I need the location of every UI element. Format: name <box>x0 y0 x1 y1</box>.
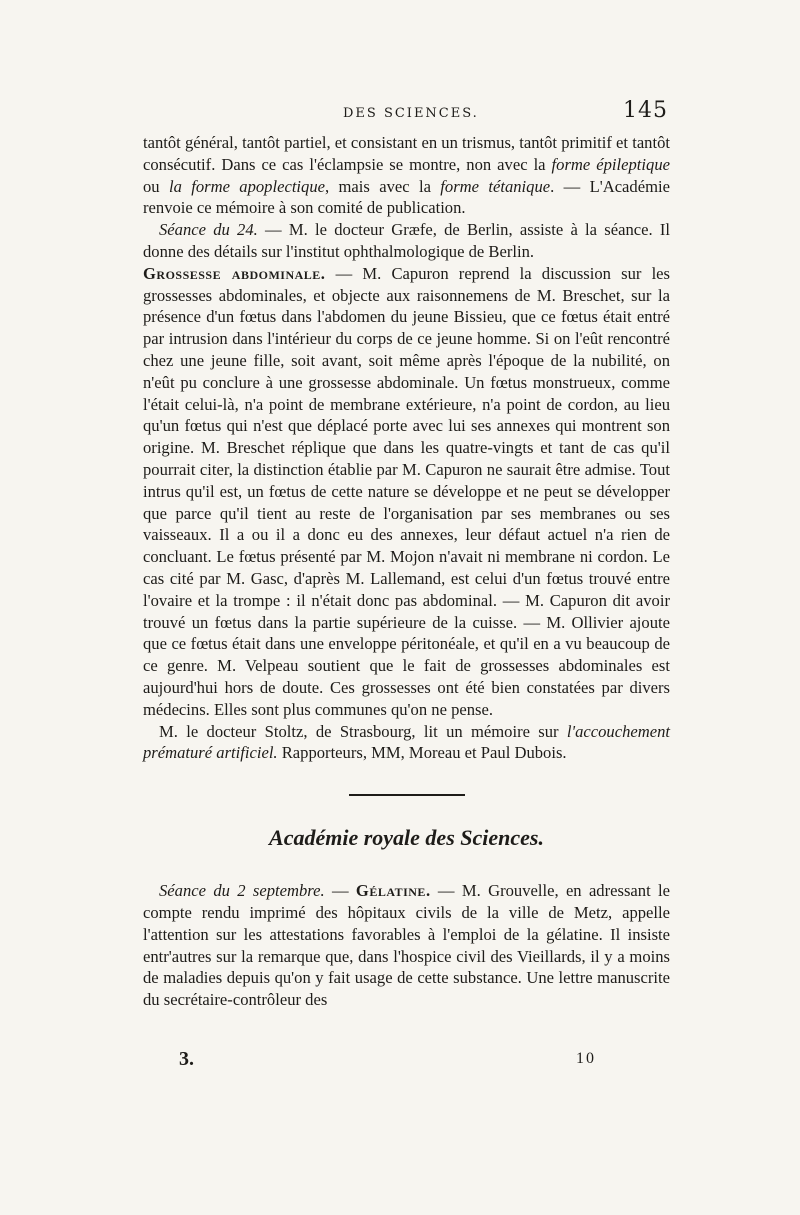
page-number: 145 <box>623 98 668 123</box>
sheet-number: 10 <box>576 1050 596 1067</box>
paragraph-seance-24: Séance du 24. — M. le docteur Græfe, de Berlin, assiste à la séance. Il donne des détails sur l'institut ophthalmologique de Berlin. <box>143 220 671 261</box>
paragraph-gelatine: Séance du 2 septembre. — Gélatine. — M. Grouvelle, en adressant le compte rendu imprimé des hôpitaux civils de la ville de Metz, appelle l'attention sur les attestations favorables à l'emploi de la gélatine. Il insiste entr'autres sur la remarque que, dans l'hospice civil des Vieillards, il y a moins de maladies depuis qu'on y fait usage de cette substance. Une lettre manuscrite du secrétaire-contrôleur des <box>143 881 671 1010</box>
page-body <box>143 132 670 1011</box>
running-head: DES SCIENCES. <box>343 106 479 121</box>
paragraph-stoltz: M. le docteur Stoltz, de Strasbourg, lit un mémoire sur l'accouchement prématuré artificiel. Rapporteurs, MM, Moreau et Paul Dubois. <box>143 721 670 763</box>
paragraph-eclampsie: tantôt général, tantôt partiel, et consistant en un trismus, tantôt primitif et tantôt consécutif. Dans ce cas l'éclampsie se montre, non avec la forme épileptique ou la forme apoplectique, mais avec la forme tétanique. — L'Académie renvoie ce mémoire à son comité de publication. <box>143 133 670 218</box>
page-footer <box>143 1046 670 1076</box>
section-heading-inline: Grossesse abdominale. <box>143 263 326 283</box>
paragraph-grossesse-abdominale: Grossesse abdominale. — M. Capuron reprend la discussion sur les grossesses abdominales, et objecte aux raisonnemens de M. Breschet, sur la présence d'un fœtus dans l'abdomen du jeune Bissieu, que ce fœtus était entré par intrusion dans l'intérieur du corps de ce jeune homme. Si on l'eût rencontré chez une jeune fille, soit avant, soit même après l'époque de la nubilité, on n'eût pu conclure à une grossesse abdominale. Un fœtus monstrueux, comme l'était celui-là, n'a point de membrane extérieure, n'a point de cordon, au lieu qu'un fœtus qui n'est que déplacé porte avec lui ses annexes qui montrent son origine. M. Breschet réplique que dans les quatre-vingts et tant de cas qu'il pourrait citer, la distinction établie par M. Capuron ne saurait être admise. Tout intrus qu'il est, un fœtus de cette nature se développe et ne peut se développer que parce qu'il tient au reste de l'organisation par ses membranes ou ses vaisseaux. Il a ou il a donc eu des annexes, leur défaut actuel n'a rien de concluant. Le fœtus présenté par M. Mojon n'avait ni membrane ni cordon. Le cas cité par M. Gasc, d'après M. Lallemand, est celui d'un fœtus trouvé entre l'ovaire et la trompe : il n'était donc pas abdominal. — M. Capuron dit avoir trouvé un fœtus dans la partie supérieure de la cuisse. — M. Ollivier ajoute que ce fœtus était dans une enveloppe péritonéale, et qu'il en a vu beaucoup de ce genre. M. Velpeau soutient que le fait de grossesses abdominales est aujourd'hui hors de doute. Ces grossesses ont été bien constatées par divers médecins. Elles sont plus communes qu'on ne pense. <box>143 263 670 719</box>
section-heading-inline: Gélatine. <box>355 881 431 901</box>
page-header <box>143 100 670 130</box>
section-title: Académie royale des Sciences. <box>269 825 544 851</box>
signature-mark: 3. <box>179 1048 194 1070</box>
section-divider <box>349 794 465 796</box>
